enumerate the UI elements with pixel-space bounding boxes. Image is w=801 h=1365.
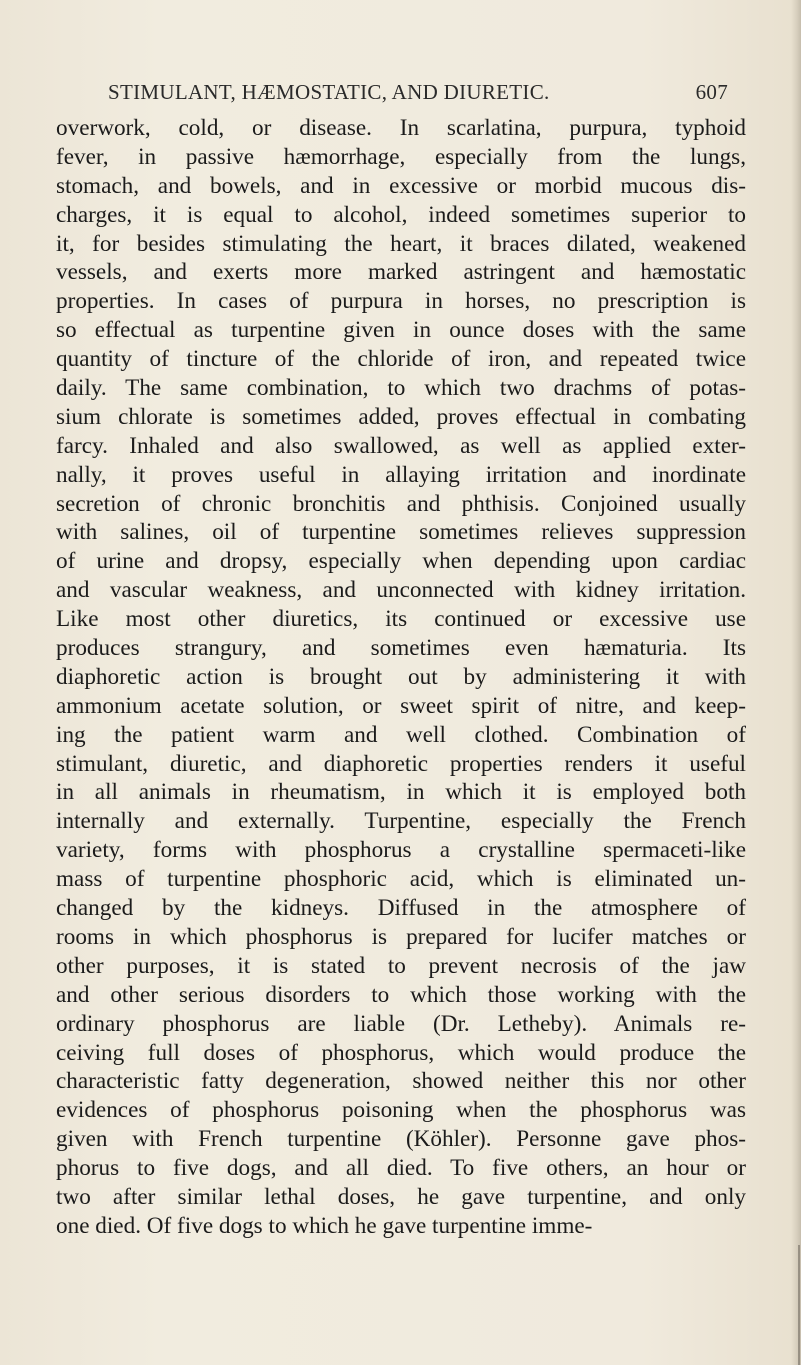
text-line: it, for besides stimulating the heart, it braces dilated, weakened	[56, 230, 746, 257]
page-number: 607	[695, 80, 728, 104]
page-edge-mark	[798, 1245, 800, 1365]
text-line: one died. Of five dogs to which he gave turpentine imme-	[56, 1212, 593, 1239]
text-line: ordinary phosphorus are liable (Dr. Letheby). Animals re-	[56, 1010, 746, 1037]
text-line: sium chlorate is sometimes added, proves effectual in combating	[56, 403, 746, 430]
text-line: farcy. Inhaled and also swallowed, as well as applied exter-	[56, 432, 746, 459]
header-title: STIMULANT, HÆMOSTATIC, AND DIURETIC.	[108, 80, 550, 104]
text-line: internally and externally. Turpentine, especially the French	[56, 808, 746, 835]
body-text	[56, 114, 746, 1241]
text-line: with salines, oil of turpentine sometimes relieves suppression	[56, 519, 746, 546]
text-line: daily. The same combination, to which two drachms of potas-	[56, 375, 746, 402]
text-line: evidences of phosphorus poisoning when the phosphorus was	[56, 1097, 746, 1124]
running-header	[108, 80, 728, 108]
text-line: charges, it is equal to alcohol, indeed sometimes superior to	[56, 201, 746, 228]
text-line: properties. In cases of purpura in horses, no prescription is	[56, 288, 746, 315]
text-line: other purposes, it is stated to prevent necrosis of the jaw	[56, 952, 746, 979]
text-line: ing the patient warm and well clothed. Combination of	[56, 721, 746, 748]
text-line: changed by the kidneys. Diffused in the atmosphere of	[56, 895, 746, 922]
text-line: ammonium acetate solution, or sweet spirit of nitre, and keep-	[56, 692, 746, 719]
text-line: variety, forms with phosphorus a crystalline spermaceti-like	[56, 837, 746, 864]
text-line: and vascular weakness, and unconnected with kidney irritation.	[56, 577, 746, 604]
text-line: fever, in passive hæmorrhage, especially from the lungs,	[56, 143, 746, 170]
text-line: Like most other diuretics, its continued or excessive use	[56, 606, 746, 633]
text-line: diaphoretic action is brought out by administering it with	[56, 663, 746, 690]
text-line: given with French turpentine (Köhler). Personne gave phos-	[56, 1126, 746, 1153]
text-line: quantity of tincture of the chloride of iron, and repeated twice	[56, 346, 746, 373]
page-edge-shadow	[791, 0, 801, 1365]
text-line: secretion of chronic bronchitis and phthisis. Conjoined usually	[56, 490, 746, 517]
text-line: overwork, cold, or disease. In scarlatina, purpura, typhoid	[56, 115, 746, 141]
text-line: produces strangury, and sometimes even hæmaturia. Its	[56, 635, 746, 662]
text-line: stimulant, diuretic, and diaphoretic properties renders it useful	[56, 750, 746, 777]
text-line: stomach, and bowels, and in excessive or morbid mucous dis-	[56, 172, 746, 199]
text-line: and other serious disorders to which those working with the	[56, 981, 746, 1008]
text-line: vessels, and exerts more marked astringent and hæmostatic	[56, 259, 746, 286]
text-line: mass of turpentine phosphoric acid, which is eliminated un-	[56, 866, 746, 893]
text-line: two after similar lethal doses, he gave turpentine, and only	[56, 1183, 746, 1210]
text-line: characteristic fatty degeneration, showed neither this nor other	[56, 1068, 746, 1095]
text-line: so effectual as turpentine given in ounce doses with the same	[56, 317, 746, 344]
text-line: of urine and dropsy, especially when depending upon cardiac	[56, 548, 746, 575]
text-line: rooms in which phosphorus is prepared for lucifer matches or	[56, 923, 746, 950]
text-line: phorus to five dogs, and all died. To five others, an hour or	[56, 1155, 746, 1182]
text-line: in all animals in rheumatism, in which it is employed both	[56, 779, 746, 806]
text-line: nally, it proves useful in allaying irritation and inordinate	[56, 461, 746, 488]
text-line: ceiving full doses of phosphorus, which would produce the	[56, 1039, 746, 1066]
